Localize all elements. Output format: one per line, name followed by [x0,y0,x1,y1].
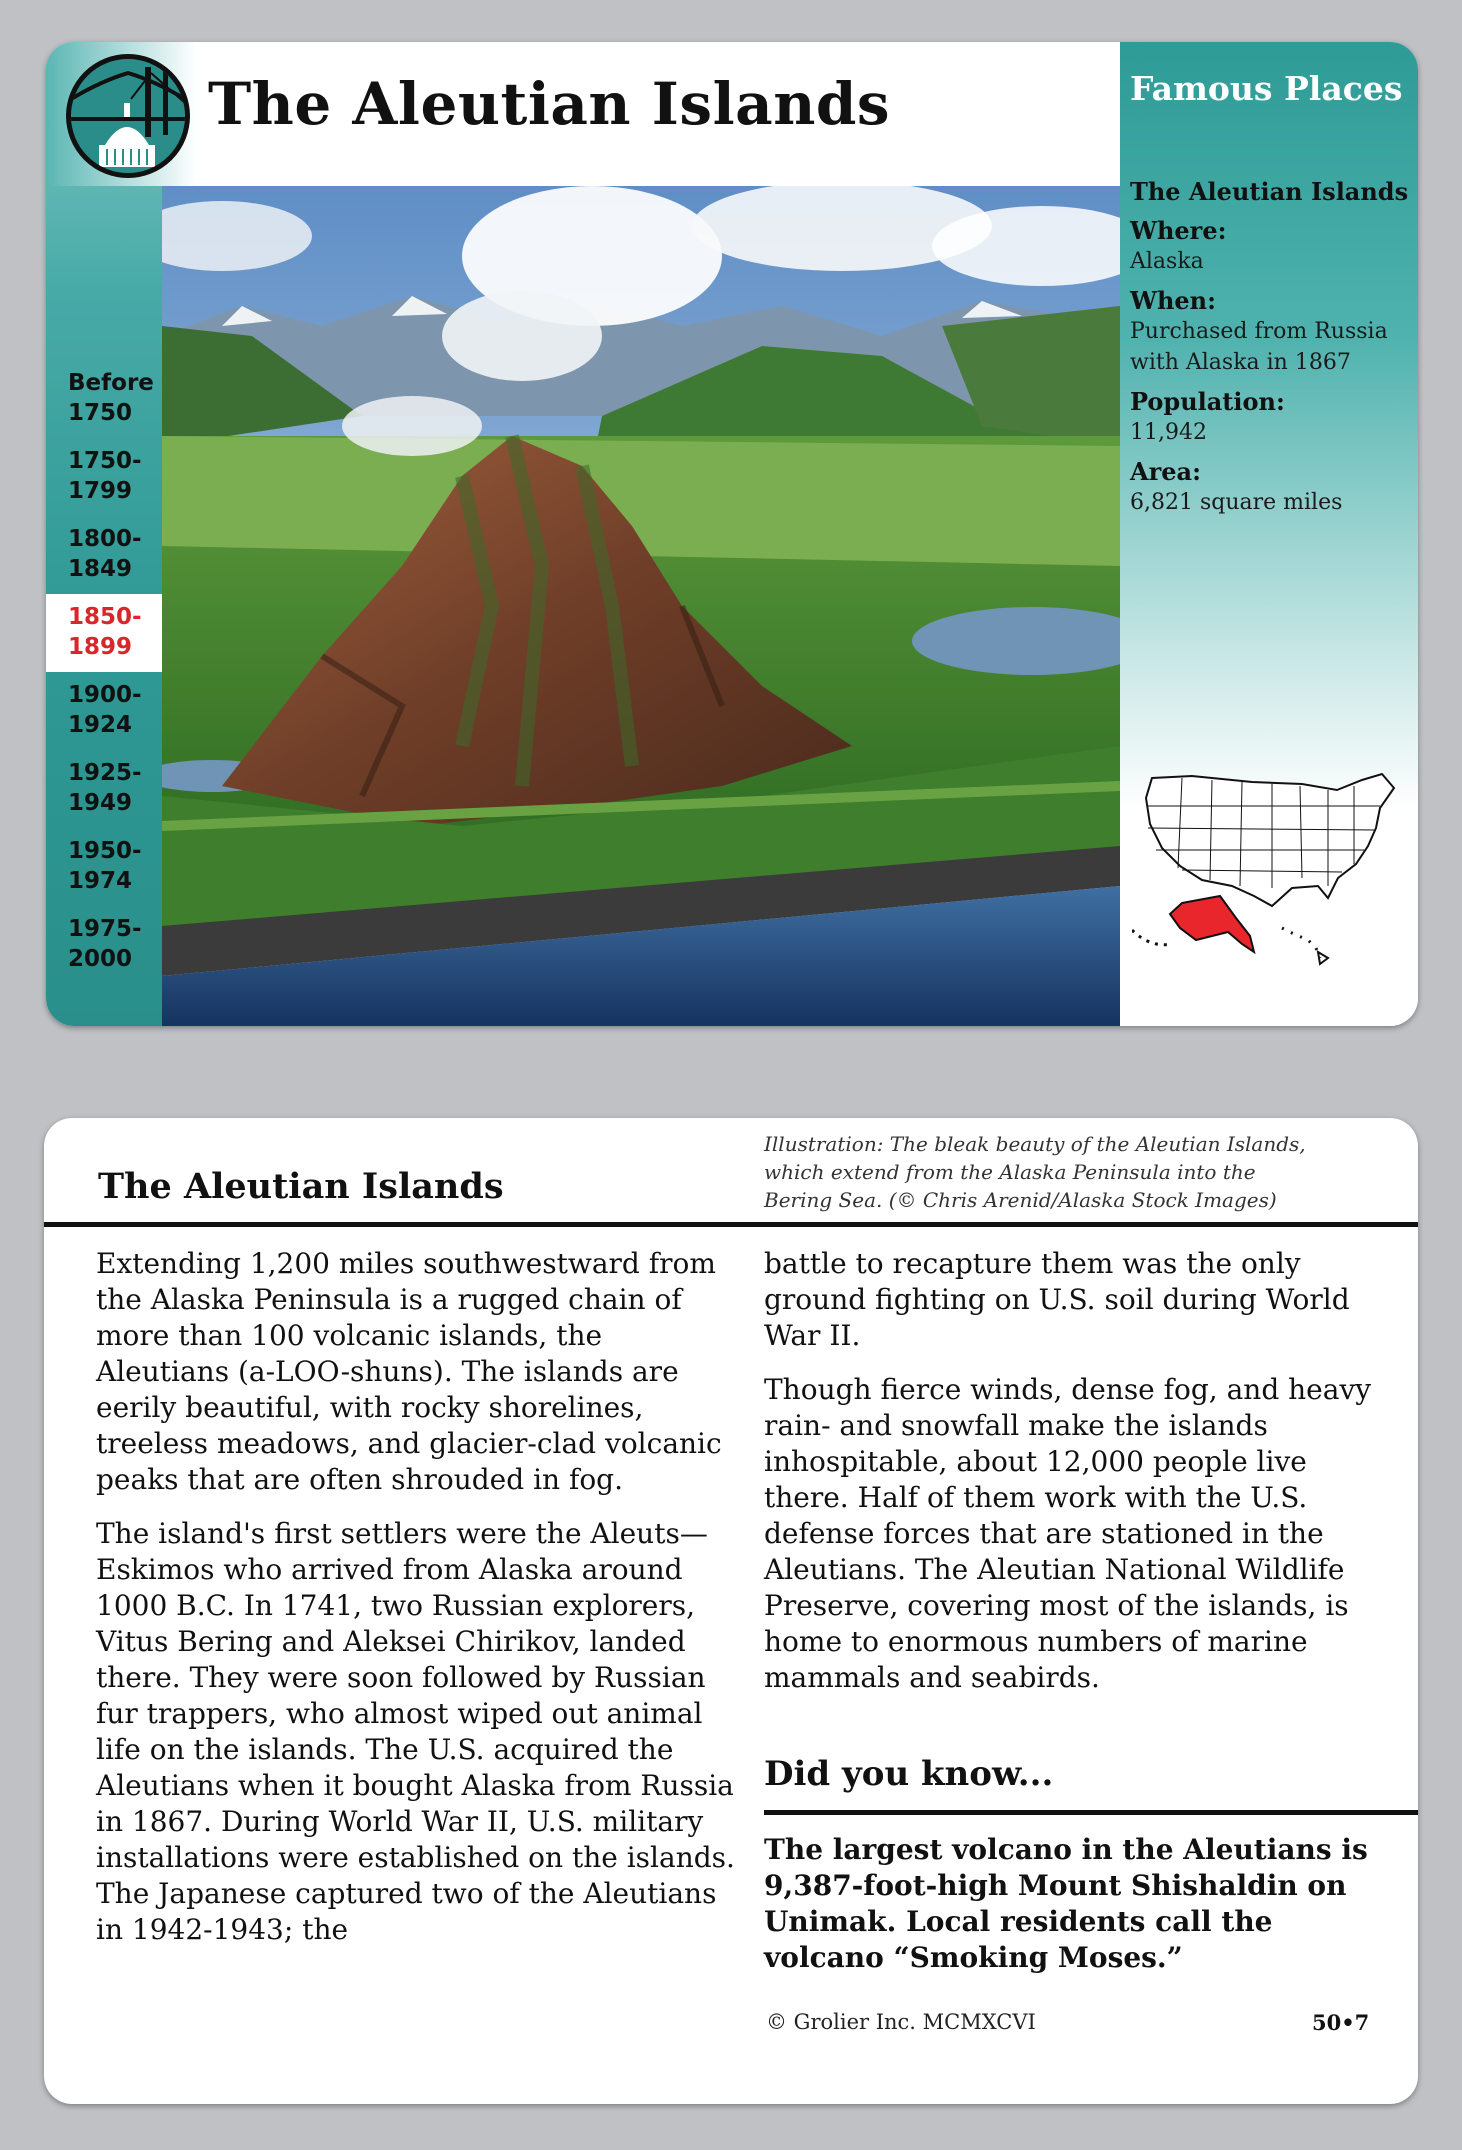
place-name: The Aleutian Islands [1130,177,1409,206]
timeline-item-active: 1850- 1899 [46,594,162,672]
fact-label: Population: [1130,387,1285,416]
front-card [46,42,1418,1026]
timeline-item: Before 1750 [68,370,154,426]
timeline-item: 1925- 1949 [68,760,142,816]
card-title: The Aleutian Islands [208,70,891,138]
photo-caption: Illustration: The bleak beauty of the Aleutian Islands, which extend from the Alaska Peninsula into the Bering Sea. (© Chris Arenid/Alaska Stock Images) [764,1132,1306,1212]
fact-list [1130,176,1410,526]
body-paragraph: The island's first settlers were the Aleuts—Eskimos who arrived from Alaska around 1000 B.C. In 1741, two Russian explorers, Vitus Bering and Aleksei Chirikov, landed there. They were soon followed by Russian fur trappers, who almost wiped out animal life on the islands. The U.S. acquired the Aleutians when it bought Alaska from Russia in 1867. During World War II, U.S. military installations were established on the islands. The Japanese captured two of the Aleutians in 1942-1943; the [96,1517,735,1946]
copyright: © Grolier Inc. MCMXCVI [766,2010,1036,2034]
landscape-photo [162,186,1120,1026]
fact-value: Alaska [1130,249,1204,274]
body-paragraph: battle to recapture them was the only ground fighting on U.S. soil during World War II. [764,1247,1350,1352]
back-card [44,1118,1418,2104]
us-map-icon [1132,768,1402,978]
category-heading: Famous Places [1130,69,1403,108]
fact-value: Purchased from Russia with Alaska in 1867 [1130,319,1388,375]
body-column-left [96,1246,742,1966]
divider [44,1222,1418,1227]
divider [764,1810,1418,1815]
back-title: The Aleutian Islands [98,1166,504,1207]
fact-value: 11,942 [1130,420,1207,445]
timeline [46,360,162,984]
body-paragraph: Extending 1,200 miles southwestward from the Alaska Peninsula is a rugged chain of more than 100 volcanic islands, the Aleutians (a-LOO-shuns). The islands are eerily beautiful, with rocky shorelines, treeless meadows, and glacier-clad volcanic peaks that are often shrouded in fog. [96,1247,722,1496]
timeline-item: 1800- 1849 [68,526,142,582]
timeline-item: 1950- 1974 [68,838,142,894]
fact-label: When: [1130,286,1216,315]
timeline-item: 1750- 1799 [68,448,142,504]
body-paragraph: Though fierce winds, dense fog, and heavy rain- and snowfall make the islands inhospitable, about 12,000 people live there. Half of them work with the U.S. defense forces that are stationed in the Aleutians. The Aleutian National Wildlife Preserve, covering most of the islands, is home to enormous numbers of marine mammals and seabirds. [764,1373,1372,1694]
bridge-capitol-logo-icon [66,54,190,178]
did-you-know-text: The largest volcano in the Aleutians is 9,387-foot-high Mount Shishaldin on Unimak. Local residents call the volcano “Smoking Moses.” [764,1833,1368,1974]
timeline-item: 1900- 1924 [68,682,142,738]
body-column-right [764,1246,1394,1714]
did-you-know-heading: Did you know... [764,1754,1054,1794]
info-sidebar [1120,42,1418,1026]
card-number: 50•7 [1312,2010,1370,2035]
timeline-item: 1975- 2000 [68,916,142,972]
fact-label: Area: [1130,457,1201,486]
fact-value: 6,821 square miles [1130,490,1343,515]
fact-label: Where: [1130,216,1227,245]
